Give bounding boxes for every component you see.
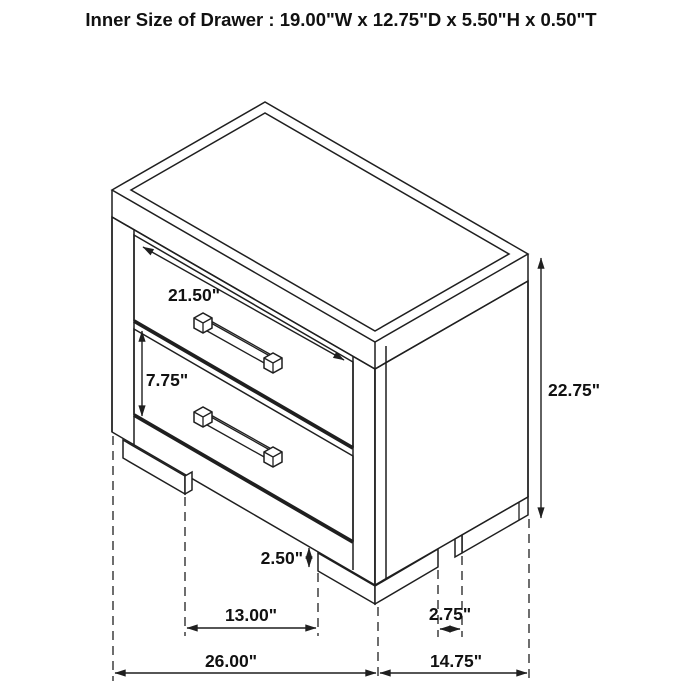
dimension-label: 7.75"	[145, 370, 189, 390]
side-base-rear-leg-end	[455, 535, 462, 557]
dimension-base-height	[261, 548, 309, 568]
dimension-overall-height	[541, 258, 600, 518]
dimension-overall-depth	[380, 651, 527, 673]
front-base-left-leg-end	[185, 472, 192, 494]
dimension-side-notch	[429, 604, 471, 629]
dimension-leg-opening	[187, 605, 316, 628]
dimension-label: 2.50"	[260, 548, 303, 568]
dimension-label: 2.75"	[428, 604, 472, 624]
dimension-label: 26.00"	[204, 651, 258, 671]
dimension-label: 22.75"	[548, 380, 601, 400]
diagram-title: Inner Size of Drawer : 19.00"W x 12.75"D x 5.50"H x 0.50"T	[85, 9, 597, 30]
dimension-label: 13.00"	[224, 605, 278, 625]
dimension-label: 21.50"	[167, 285, 221, 305]
dimension-label: 14.75"	[429, 651, 483, 671]
dimension-overall-width	[115, 651, 376, 673]
